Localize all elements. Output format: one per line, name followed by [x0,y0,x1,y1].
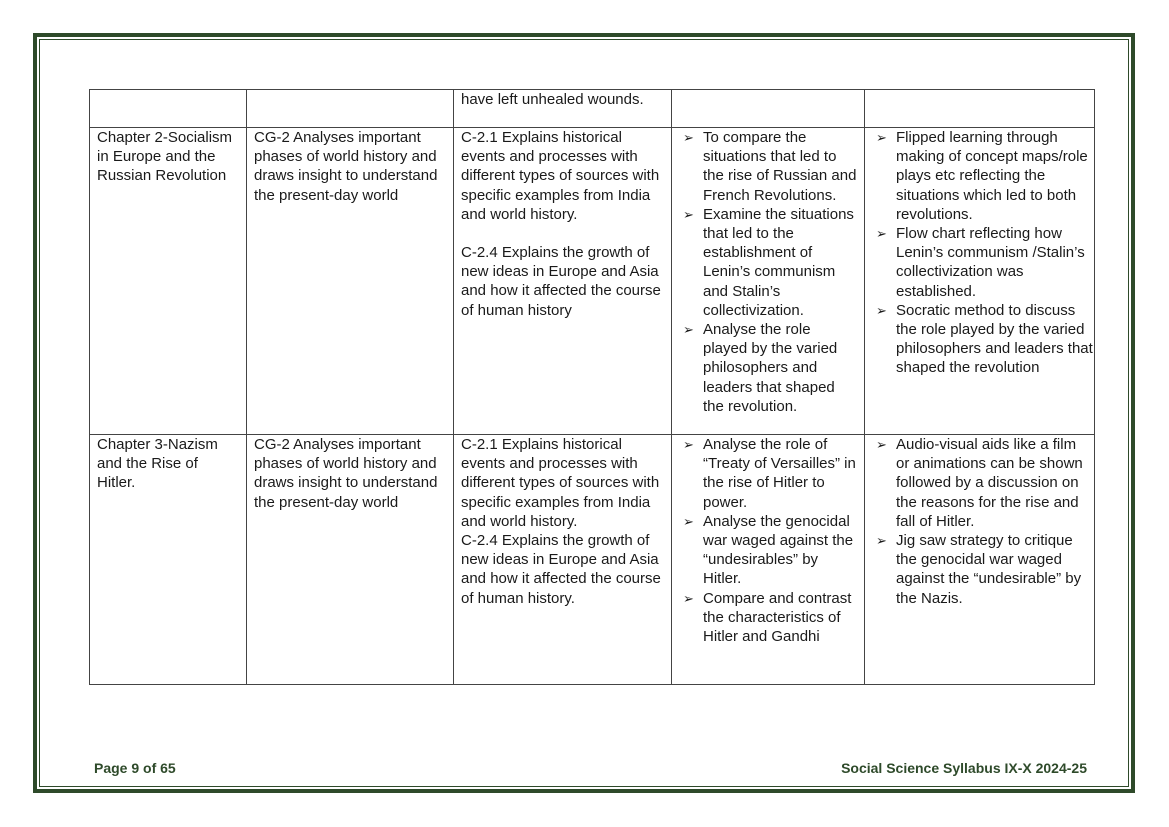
list-item: ➢ Flipped learning through making of concept maps/role plays etc reflecting the situations which led to both revolutions. [876,129,1088,223]
arrow-bullet-icon: ➢ [683,437,694,452]
list-item: ➢ Compare and contrast the characteristics of Hitler and Gandhi [683,589,852,646]
page-number: Page 9 of 65 [94,760,176,776]
outcome-text: have left unhealed wounds. [461,91,644,108]
chapter-cell [90,128,247,435]
list-item: ➢ To compare the situations that led to the rise of Russian and French Revolutions. [683,129,857,204]
outcomes-cell [454,90,672,128]
table-row [90,128,1095,435]
table-row [90,435,1095,685]
arrow-bullet-icon: ➢ [876,533,887,549]
arrow-bullet-icon: ➢ [683,322,694,338]
objectives-cell [672,128,865,435]
arrow-bullet-icon: ➢ [876,302,887,318]
arrow-bullet-icon: ➢ [683,513,694,529]
chapter-title: Chapter 2-Socialism in Europe and the Russian Revolution [97,129,233,185]
competency-cell [247,128,454,435]
arrow-bullet-icon: ➢ [683,590,694,606]
pedagogy-cell [865,128,1095,435]
chapter-title: Chapter 3-Nazism and the Rise of Hitler. [97,436,218,492]
document-title: Social Science Syllabus IX-X 2024-25 [841,760,1087,776]
arrow-bullet-icon: ➢ [876,437,887,452]
pedagogy-cell [865,435,1095,685]
list-item: ➢ Examine the situations that led to the establishment of Lenin’s communism and Stalin’s collectivization. [683,205,854,319]
list-item: ➢ Audio-visual aids like a film or animations can be shown followed by a discussion on the reasons for the rise and fall of Hitler. [876,436,1083,530]
outcome-text: C-2.1 Explains historical events and processes with different types of sources with specific examples from India and world history. [461,436,660,530]
competency-cell [247,90,454,128]
outcome-text: C-2.4 Explains the growth of new ideas in Europe and Asia and how it affected the course of human history [461,244,661,319]
list-item: ➢ Analyse the genocidal war waged against the “undesirables” by Hitler. [683,512,854,588]
arrow-bullet-icon: ➢ [683,206,694,222]
arrow-bullet-icon: ➢ [876,226,887,242]
competency-text: CG-2 Analyses important phases of world history and draws insight to understand the present-day world [254,436,438,511]
chapter-cell [90,435,247,685]
objectives-cell [672,435,865,685]
outcomes-cell [454,435,672,685]
list-item: ➢ Flow chart reflecting how Lenin’s communism /Stalin’s collectivization was established. [876,225,1085,300]
outcomes-cell [454,128,672,435]
arrow-bullet-icon: ➢ [683,130,694,145]
outcome-text: C-2.1 Explains historical events and processes with different types of sources with specific examples from India and world history. [461,129,660,223]
table-row [90,90,1095,128]
syllabus-table [89,89,1095,685]
list-item: ➢ Analyse the role of “Treaty of Versailles” in the rise of Hitler to power. [683,436,856,511]
list-item: ➢ Socratic method to discuss the role played by the varied philosophers and leaders that shaped the revolution [876,301,1093,377]
list-item: ➢ Analyse the role played by the varied philosophers and leaders that shaped the revolution. [683,321,838,415]
competency-cell [247,435,454,685]
outcome-text: C-2.4 Explains the growth of new ideas in Europe and Asia and how it affected the course of human history. [461,532,661,607]
objectives-cell [672,90,865,128]
competency-text: CG-2 Analyses important phases of world history and draws insight to understand the present-day world [254,129,438,204]
chapter-cell [90,90,247,128]
list-item: ➢ Jig saw strategy to critique the genocidal war waged against the “undesirable” by the Nazis. [876,532,1082,607]
arrow-bullet-icon: ➢ [876,130,887,145]
pedagogy-cell [865,90,1095,128]
